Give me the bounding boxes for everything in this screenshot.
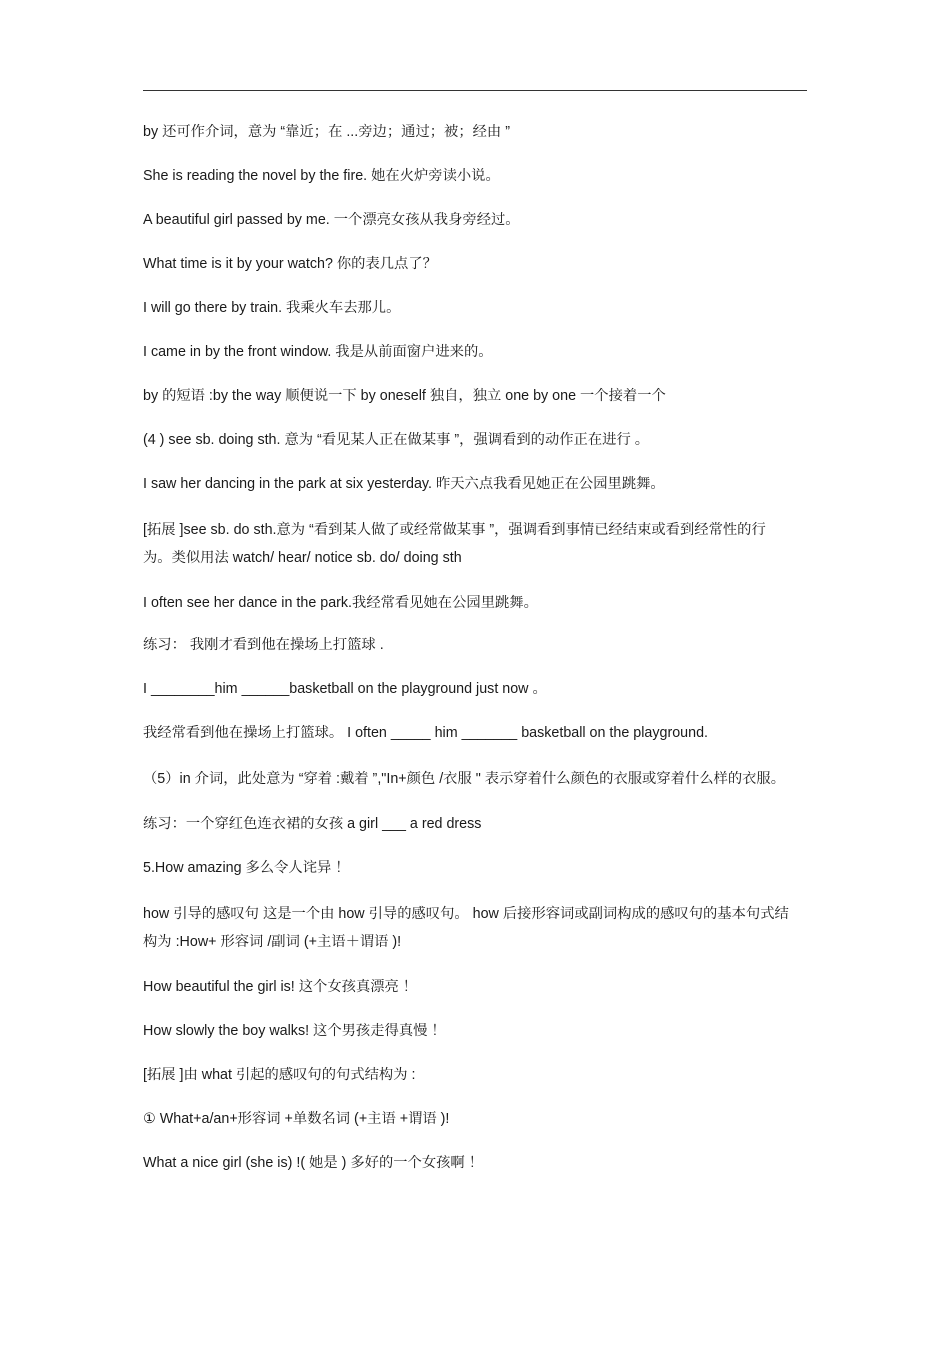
exercise-blank-1: I ________him ______basketball on the playground just now 。	[143, 681, 547, 697]
by-phrases: by 的短语 :by the way 顺便说一下 by oneself 独自，独立 one by one 一个接着一个	[143, 388, 666, 404]
example-passed-by: A beautiful girl passed by me. 一个漂亮女孩从我身旁经过。	[143, 212, 520, 228]
extension-what: [拓展 ]由 what 引起的感叹句的句式结构为 :	[143, 1067, 416, 1083]
example-slowly: How slowly the boy walks! 这个男孩走得真慢 ！	[143, 1023, 446, 1039]
example-nice-girl: What a nice girl (she is) !( 她是 ) 多好的一个女孩啊 ！	[143, 1155, 483, 1171]
section-see-doing: (4 ) see sb. doing sth. 意为 “看见某人正在做某事 ”，强调看到的动作正在进行 。	[143, 432, 650, 448]
example-dancing: I saw her dancing in the park at six yesterday. 昨天六点我看见她正在公园里跳舞。	[143, 476, 665, 492]
document-body	[143, 122, 793, 1174]
example-window: I came in by the front window. 我是从前面窗户进来的。	[143, 344, 493, 360]
what-rule-1: ① What+a/an+形容词 +单数名词 (+主语 +谓语 )!	[143, 1111, 450, 1127]
extension-see-do: [拓展 ]see sb. do sth.意为 “看到某人做了或经常做某事 ”，强调看到事情已经结束或看到经常性的行为。类似用法 watch/ hear/ notice sb. do/ doing sth	[143, 522, 766, 566]
example-fire: She is reading the novel by the fire. 她在火炉旁读小说。	[143, 168, 500, 184]
section-in-preposition: （5）in 介词，此处意为 “穿着 :戴着 ”,"In+颜色 /衣服 " 表示穿着什么颜色的衣服或穿着什么样的衣服。	[143, 771, 786, 787]
example-beautiful-girl: How beautiful the girl is! 这个女孩真漂亮 ！	[143, 979, 418, 995]
how-exclamation-rule: how 引导的感叹句 这是一个由 how 引导的感叹句。 how 后接形容词或副词构成的感叹句的基本句式结构为 :How+ 形容词 /副词 (+主语＋谓语 )!	[143, 906, 789, 950]
exercise-prompt-1: 练习： 我刚才看到他在操场上打篮球 .	[143, 637, 384, 653]
example-train: I will go there by train. 我乘火车去那儿。	[143, 300, 401, 316]
example-watch: What time is it by your watch? 你的表几点了？	[143, 256, 437, 272]
paragraph-by-preposition: by 还可作介词，意为 “靠近；在 ...旁边；通过；被；经由 ”	[143, 124, 510, 140]
section-how-amazing: 5.How amazing 多么令人诧异 ！	[143, 860, 350, 876]
example-dance: I often see her dance in the park.我经常看见她在公园里跳舞。	[143, 595, 538, 611]
exercise-blank-2: 我经常看到他在操场上打篮球。 I often _____ him _______ basketball on the playground.	[143, 725, 708, 741]
exercise-red-dress: 练习：一个穿红色连衣裙的女孩 a girl ___ a red dress	[143, 816, 482, 832]
header-rule	[143, 90, 807, 91]
